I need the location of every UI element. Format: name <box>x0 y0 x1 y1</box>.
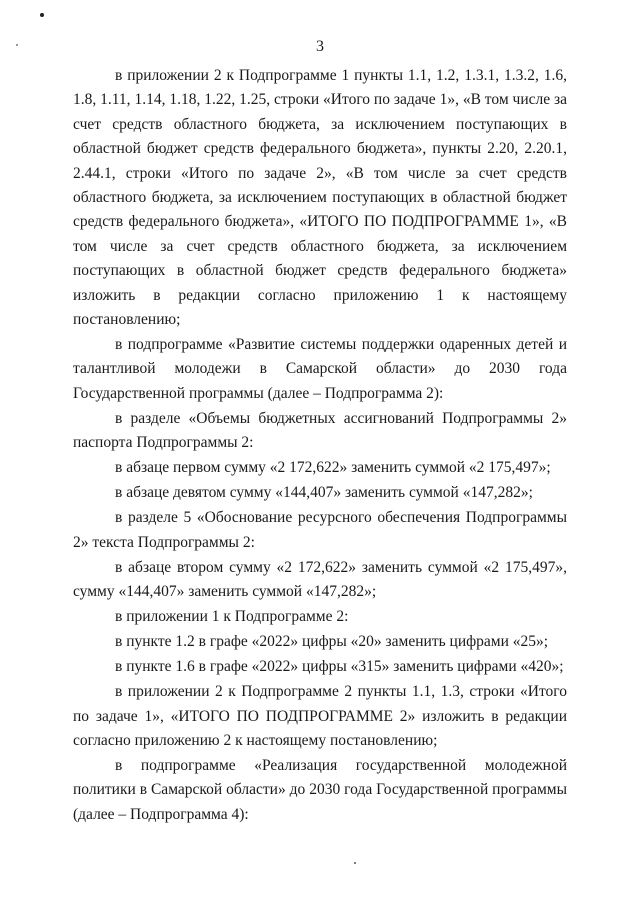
paragraph-passport-section: в разделе «Объемы бюджетных ассигнований Подпрограммы 2» паспорта Подпрограммы 2: <box>73 409 567 452</box>
paragraph-section-5: в разделе 5 «Обоснование ресурсного обеспечения Подпрограммы 2» текста Подпрограммы 2: <box>73 509 567 551</box>
paragraph-ninth-abzac: в абзаце девятом сумму «144,407» заменить суммой «147,282»; <box>115 484 533 502</box>
paragraph-appendix-2-subprogram-1: в приложении 2 к Подпрограмме 1 пункты 1.1, 1.2, 1.3.1, 1.3.2, 1.6, 1.8, 1.11, 1.14, 1.18, 1.22, 1.25, строки «Итого по задаче 1», «В том числе за счет средств областного бюджета, за исключением поступающих в областной бюджет средств федерального бюджета», пункты 2.20, 2.20.1, 2.44.1, строки «Итого по задаче 2», «В том числе за счет средств областного бюджета, за исключением поступающих в областной бюджет средств федерального бюджета», «ИТОГО ПО ПОДПРОГРАММЕ 1», «В том числе за счет средств областного бюджета, за исключением поступающих в областной бюджет средств федерального бюджета» изложить в редакции согласно приложению 1 к настоящему постановлению; <box>73 67 567 329</box>
paragraph-item-1-2: в пункте 1.2 в графе «2022» цифры «20» заменить цифрами «25»; <box>115 633 549 651</box>
scan-artifact-dot <box>40 13 44 17</box>
paragraph-first-abzac: в абзаце первом сумму «2 172,622» заменить суммой «2 175,497»; <box>115 459 551 477</box>
scan-artifact-dot <box>354 862 356 864</box>
page-number: 3 <box>316 38 324 55</box>
paragraph-subprogram-2-intro: в подпрограмме «Развитие системы поддержки одаренных детей и талантливой молодежи в Самарской области» до 2030 года Государственной программы (далее – Подпрограмма 2): <box>73 336 567 402</box>
document-body <box>73 64 567 827</box>
paragraph-item-1-6: в пункте 1.6 в графе «2022» цифры «315» заменить цифрами «420»; <box>115 658 564 676</box>
paragraph-subprogram-4-intro: в подпрограмме «Реализация государственной молодежной политики в Самарской области» до 2030 года Государственной программы (далее – Подпрограмма 4): <box>73 756 567 823</box>
paragraph-appendix-2-subprogram-2: в приложении 2 к Подпрограмме 2 пункты 1.1, 1.3, строки «Итого по задаче 1», «ИТОГО ПО ПОДПРОГРАММЕ 2» изложить в редакции согласно приложению 2 к настоящему постановлению; <box>73 683 567 749</box>
paragraph-second-abzac: в абзаце втором сумму «2 172,622» заменить суммой «2 175,497», сумму «144,407» заменить суммой «147,282»; <box>73 558 567 601</box>
paragraph-appendix-1-subprogram-2: в приложении 1 к Подпрограмме 2: <box>115 608 349 626</box>
